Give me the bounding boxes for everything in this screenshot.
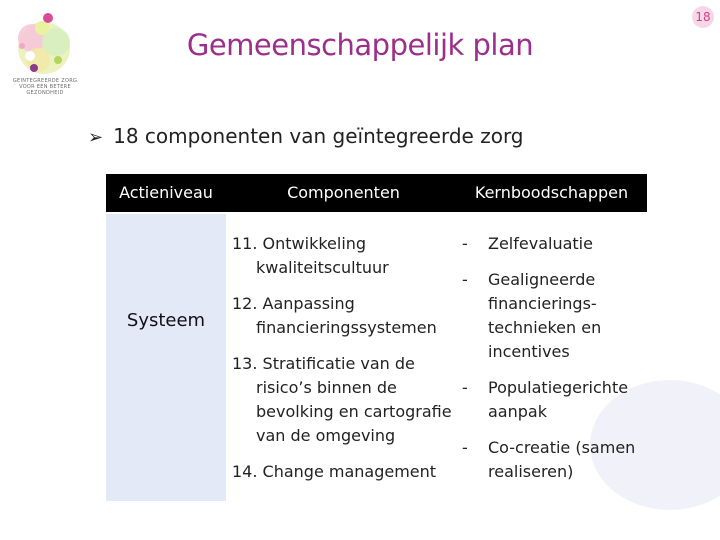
component-11 (232, 232, 389, 280)
dash: - (462, 438, 468, 457)
header-actieniveau: Actieniveau (119, 183, 213, 202)
component-line: van de omgeving (256, 426, 396, 445)
component-14 (232, 460, 436, 484)
component-12 (232, 292, 437, 340)
message-line: Zelfevaluatie (488, 234, 593, 253)
message-line: Gealigneerde (488, 270, 596, 289)
logo-line-1: GEINTEGREERDE ZORG (12, 78, 78, 84)
slide-number: 18 (692, 6, 714, 28)
logo-line-2: VOOR EEN BETERE GEZONDHEID (19, 84, 71, 96)
message-line: financierings- (488, 294, 597, 313)
message-line: aanpak (488, 402, 547, 421)
bullet-text: 18 componenten van geïntegreerde zorg (113, 124, 524, 148)
table-header (106, 174, 647, 212)
level-cell (106, 214, 226, 501)
dash: - (462, 234, 468, 253)
component-line: bevolking en cartografie (256, 402, 452, 421)
level-label: Systeem (126, 310, 206, 331)
component-line: 13. Stratificatie van de (232, 354, 415, 373)
component-line: kwaliteitscultuur (256, 258, 389, 277)
component-line: risico’s binnen de (256, 378, 397, 397)
message-3 (462, 376, 628, 424)
message-line: Populatiegerichte (488, 378, 629, 397)
message-line: Co-creatie (samen (488, 438, 636, 457)
dash: - (462, 270, 468, 289)
header-componenten: Componenten (287, 183, 400, 202)
message-4 (462, 436, 635, 484)
dash: - (462, 378, 468, 397)
logo-text (10, 78, 80, 96)
component-line: 12. Aanpassing (232, 294, 355, 313)
component-line: 11. Ontwikkeling (232, 234, 367, 253)
message-1 (462, 232, 593, 256)
page-title: Gemeenschappelijk plan (186, 28, 534, 62)
message-2 (462, 268, 601, 364)
message-line: incentives (488, 342, 570, 361)
message-line: realiseren) (488, 462, 574, 481)
component-13 (232, 352, 452, 448)
component-line: 14. Change management (232, 462, 437, 481)
message-line: technieken en (488, 318, 602, 337)
bullet-item (88, 124, 524, 148)
header-kernboodschappen: Kernboodschappen (474, 183, 629, 202)
component-line: financieringssystemen (256, 318, 437, 337)
arrow-bullet-icon: ➢ (88, 127, 104, 148)
